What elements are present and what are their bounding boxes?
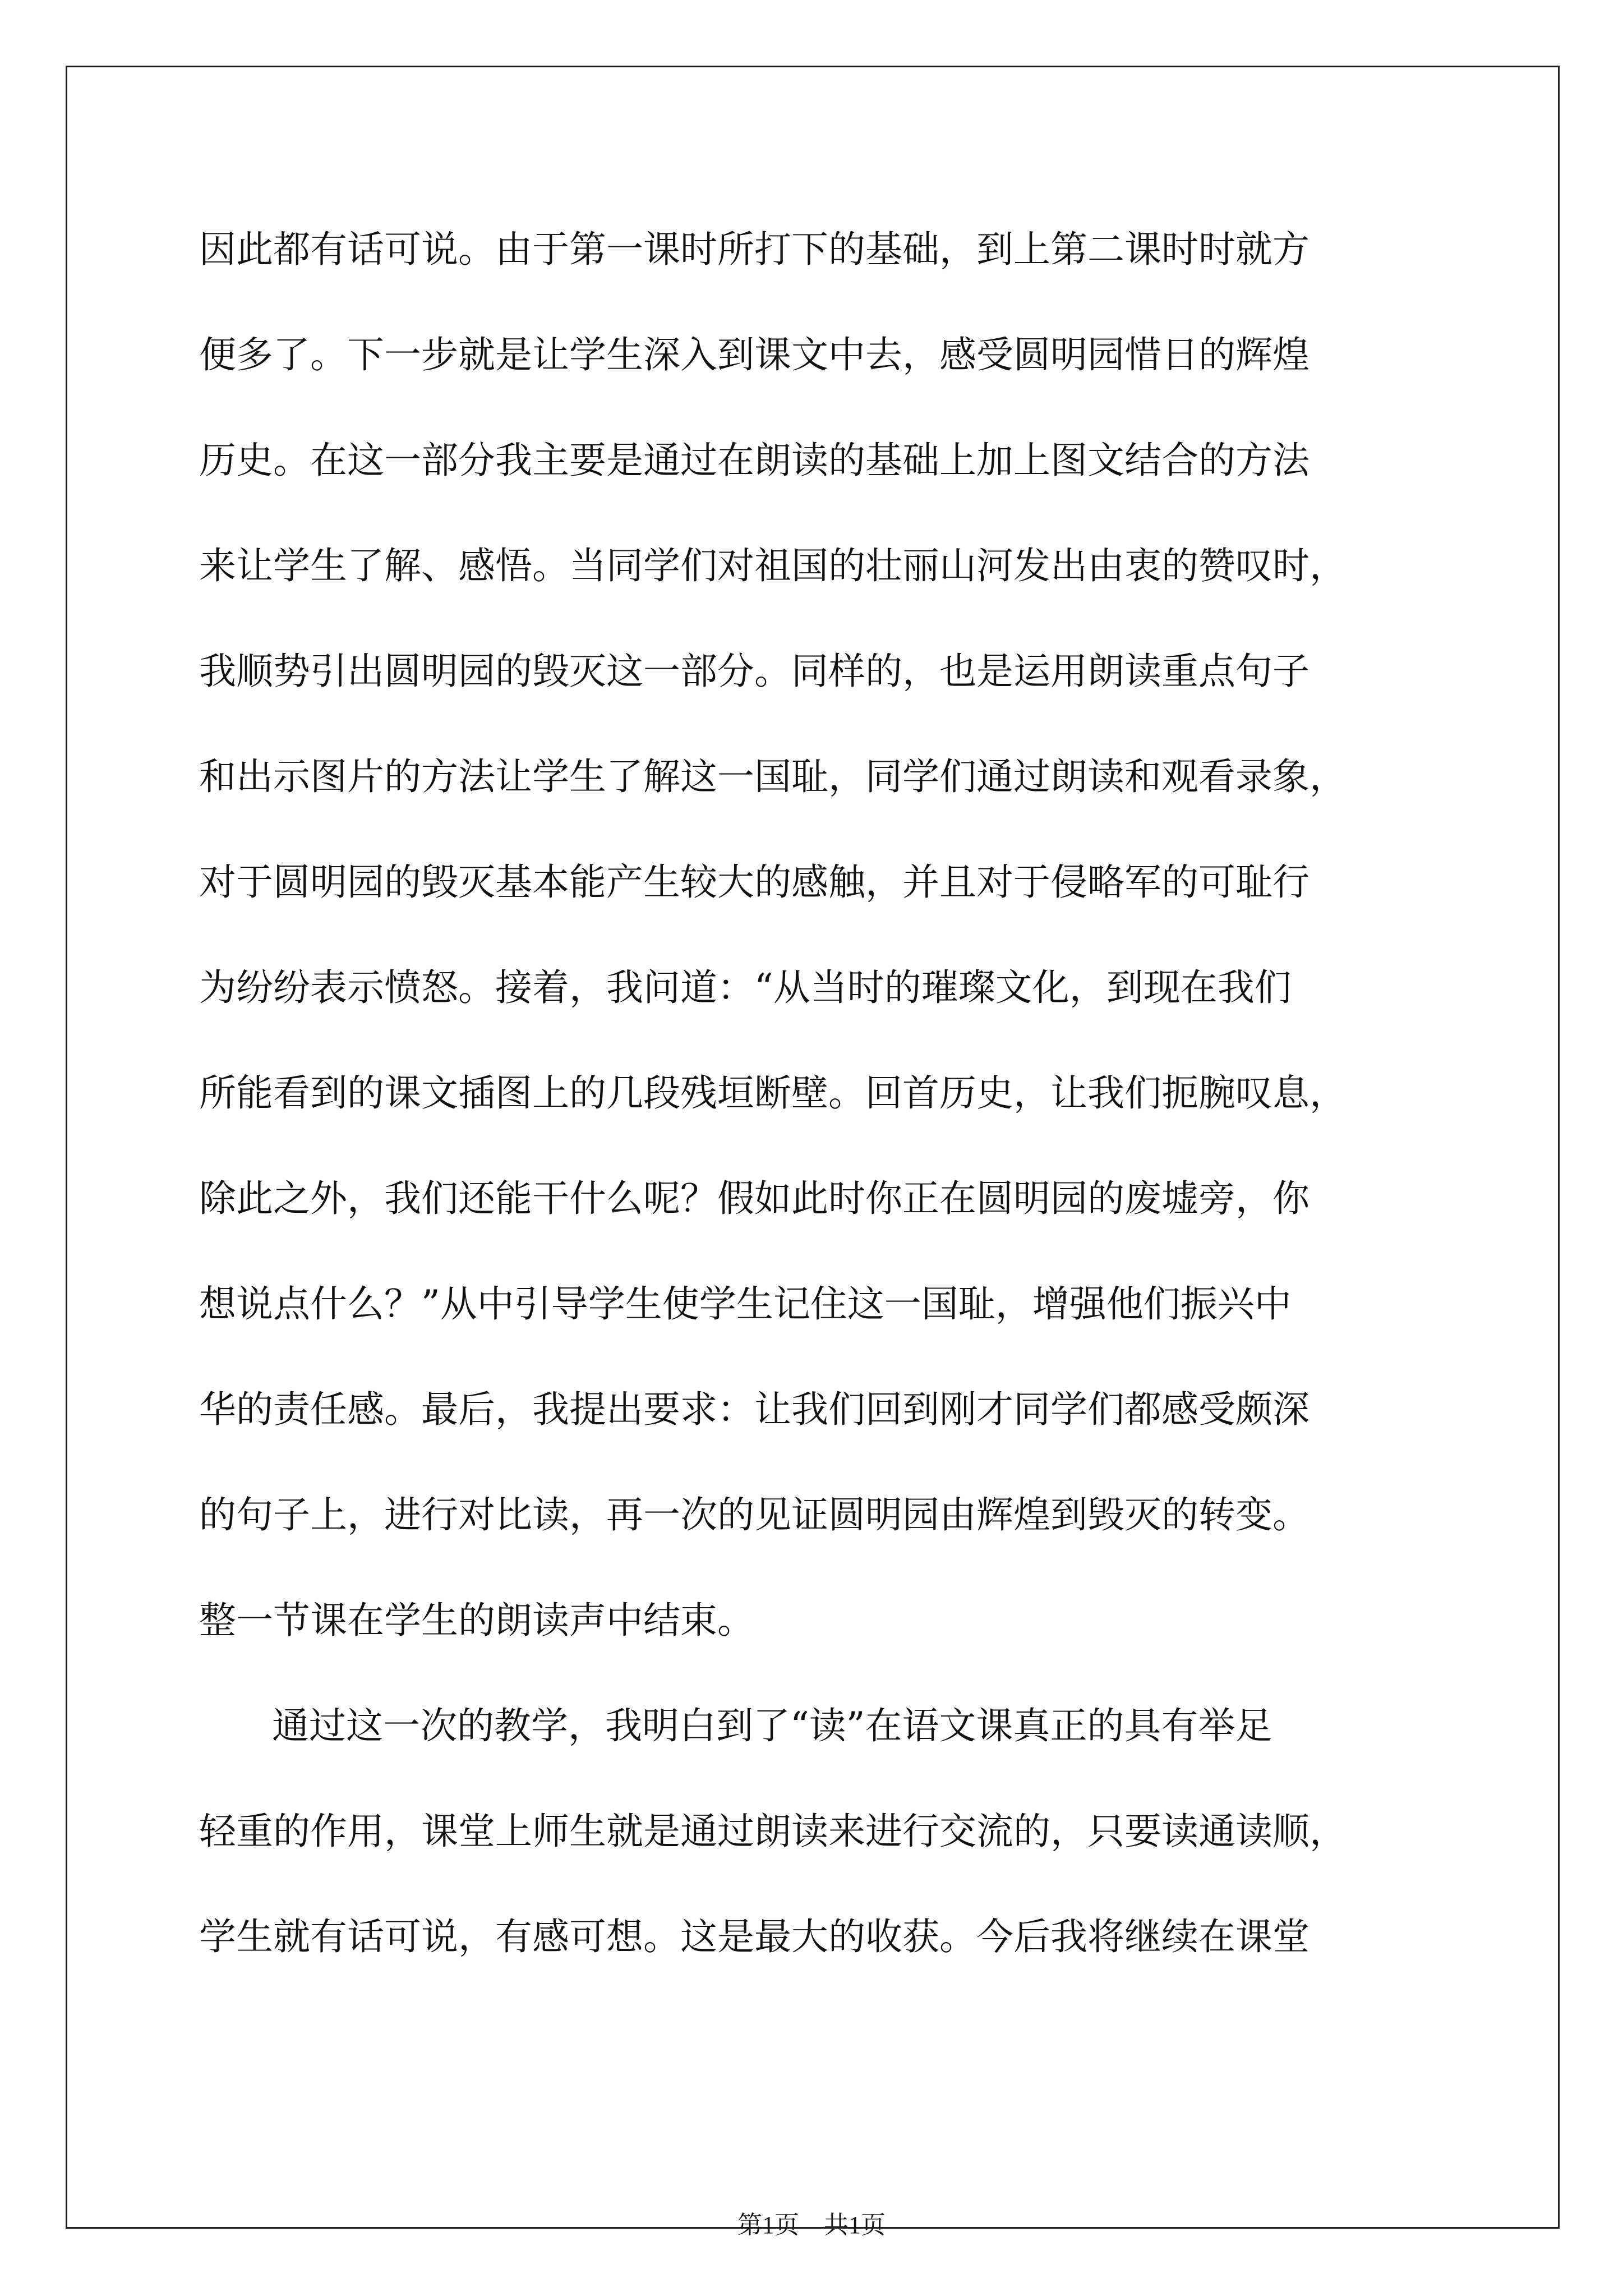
text-line: 便多了。下一步就是让学生深入到课文中去，感受圆明园惜日的辉煌 <box>199 333 1310 376</box>
text-line: 对于圆明园的毁灭基本能产生较大的感触，并且对于侵略军的可耻行 <box>199 861 1310 904</box>
text-line: 除此之外，我们还能干什么呢？假如此时你正在圆明园的废墟旁，你 <box>199 1177 1310 1220</box>
text-line: 的句子上，进行对比读，再一次的见证圆明园由辉煌到毁灭的转变。 <box>199 1493 1310 1536</box>
page-frame <box>66 66 1560 2229</box>
page-total: 共1页 <box>824 2211 886 2239</box>
text-line: 学生就有话可说，有感可想。这是最大的收获。今后我将继续在课堂 <box>199 1915 1310 1958</box>
paragraph-first-line: 通过这一次的教学，我明白到了“读”在语文课真正的具有举足 <box>272 1704 1272 1747</box>
text-line: 和出示图片的方法让学生了解这一国耻，同学们通过朗读和观看录象， <box>199 755 1347 798</box>
text-line: 想说点什么？”从中引导学生使学生记住这一国耻，增强他们振兴中 <box>199 1282 1292 1326</box>
text-line: 整一节课在学生的朗读声中结束。 <box>199 1599 754 1642</box>
page-footer <box>0 2205 1623 2240</box>
page-number: 第1页 <box>737 2211 799 2239</box>
text-line: 我顺势引出圆明园的毁灭这一部分。同样的，也是运用朗读重点句子 <box>199 650 1310 693</box>
text-line: 轻重的作用，课堂上师生就是通过朗读来进行交流的，只要读通读顺， <box>199 1810 1347 1853</box>
text-line: 华的责任感。最后，我提出要求：让我们回到刚才同学们都感受颇深 <box>199 1388 1310 1431</box>
text-line: 来让学生了解、感悟。当同学们对祖国的壮丽山河发出由衷的赞叹时， <box>199 544 1347 587</box>
text-line: 所能看到的课文插图上的几段残垣断壁。回首历史，让我们扼腕叹息， <box>199 1071 1347 1115</box>
text-line: 为纷纷表示愤怒。接着，我问道：“从当时的璀璨文化，到现在我们 <box>199 966 1292 1009</box>
text-line: 历史。在这一部分我主要是通过在朗读的基础上加上图文结合的方法 <box>199 439 1310 482</box>
text-line: 因此都有话可说。由于第一课时所打下的基础，到上第二课时时就方 <box>199 228 1310 271</box>
